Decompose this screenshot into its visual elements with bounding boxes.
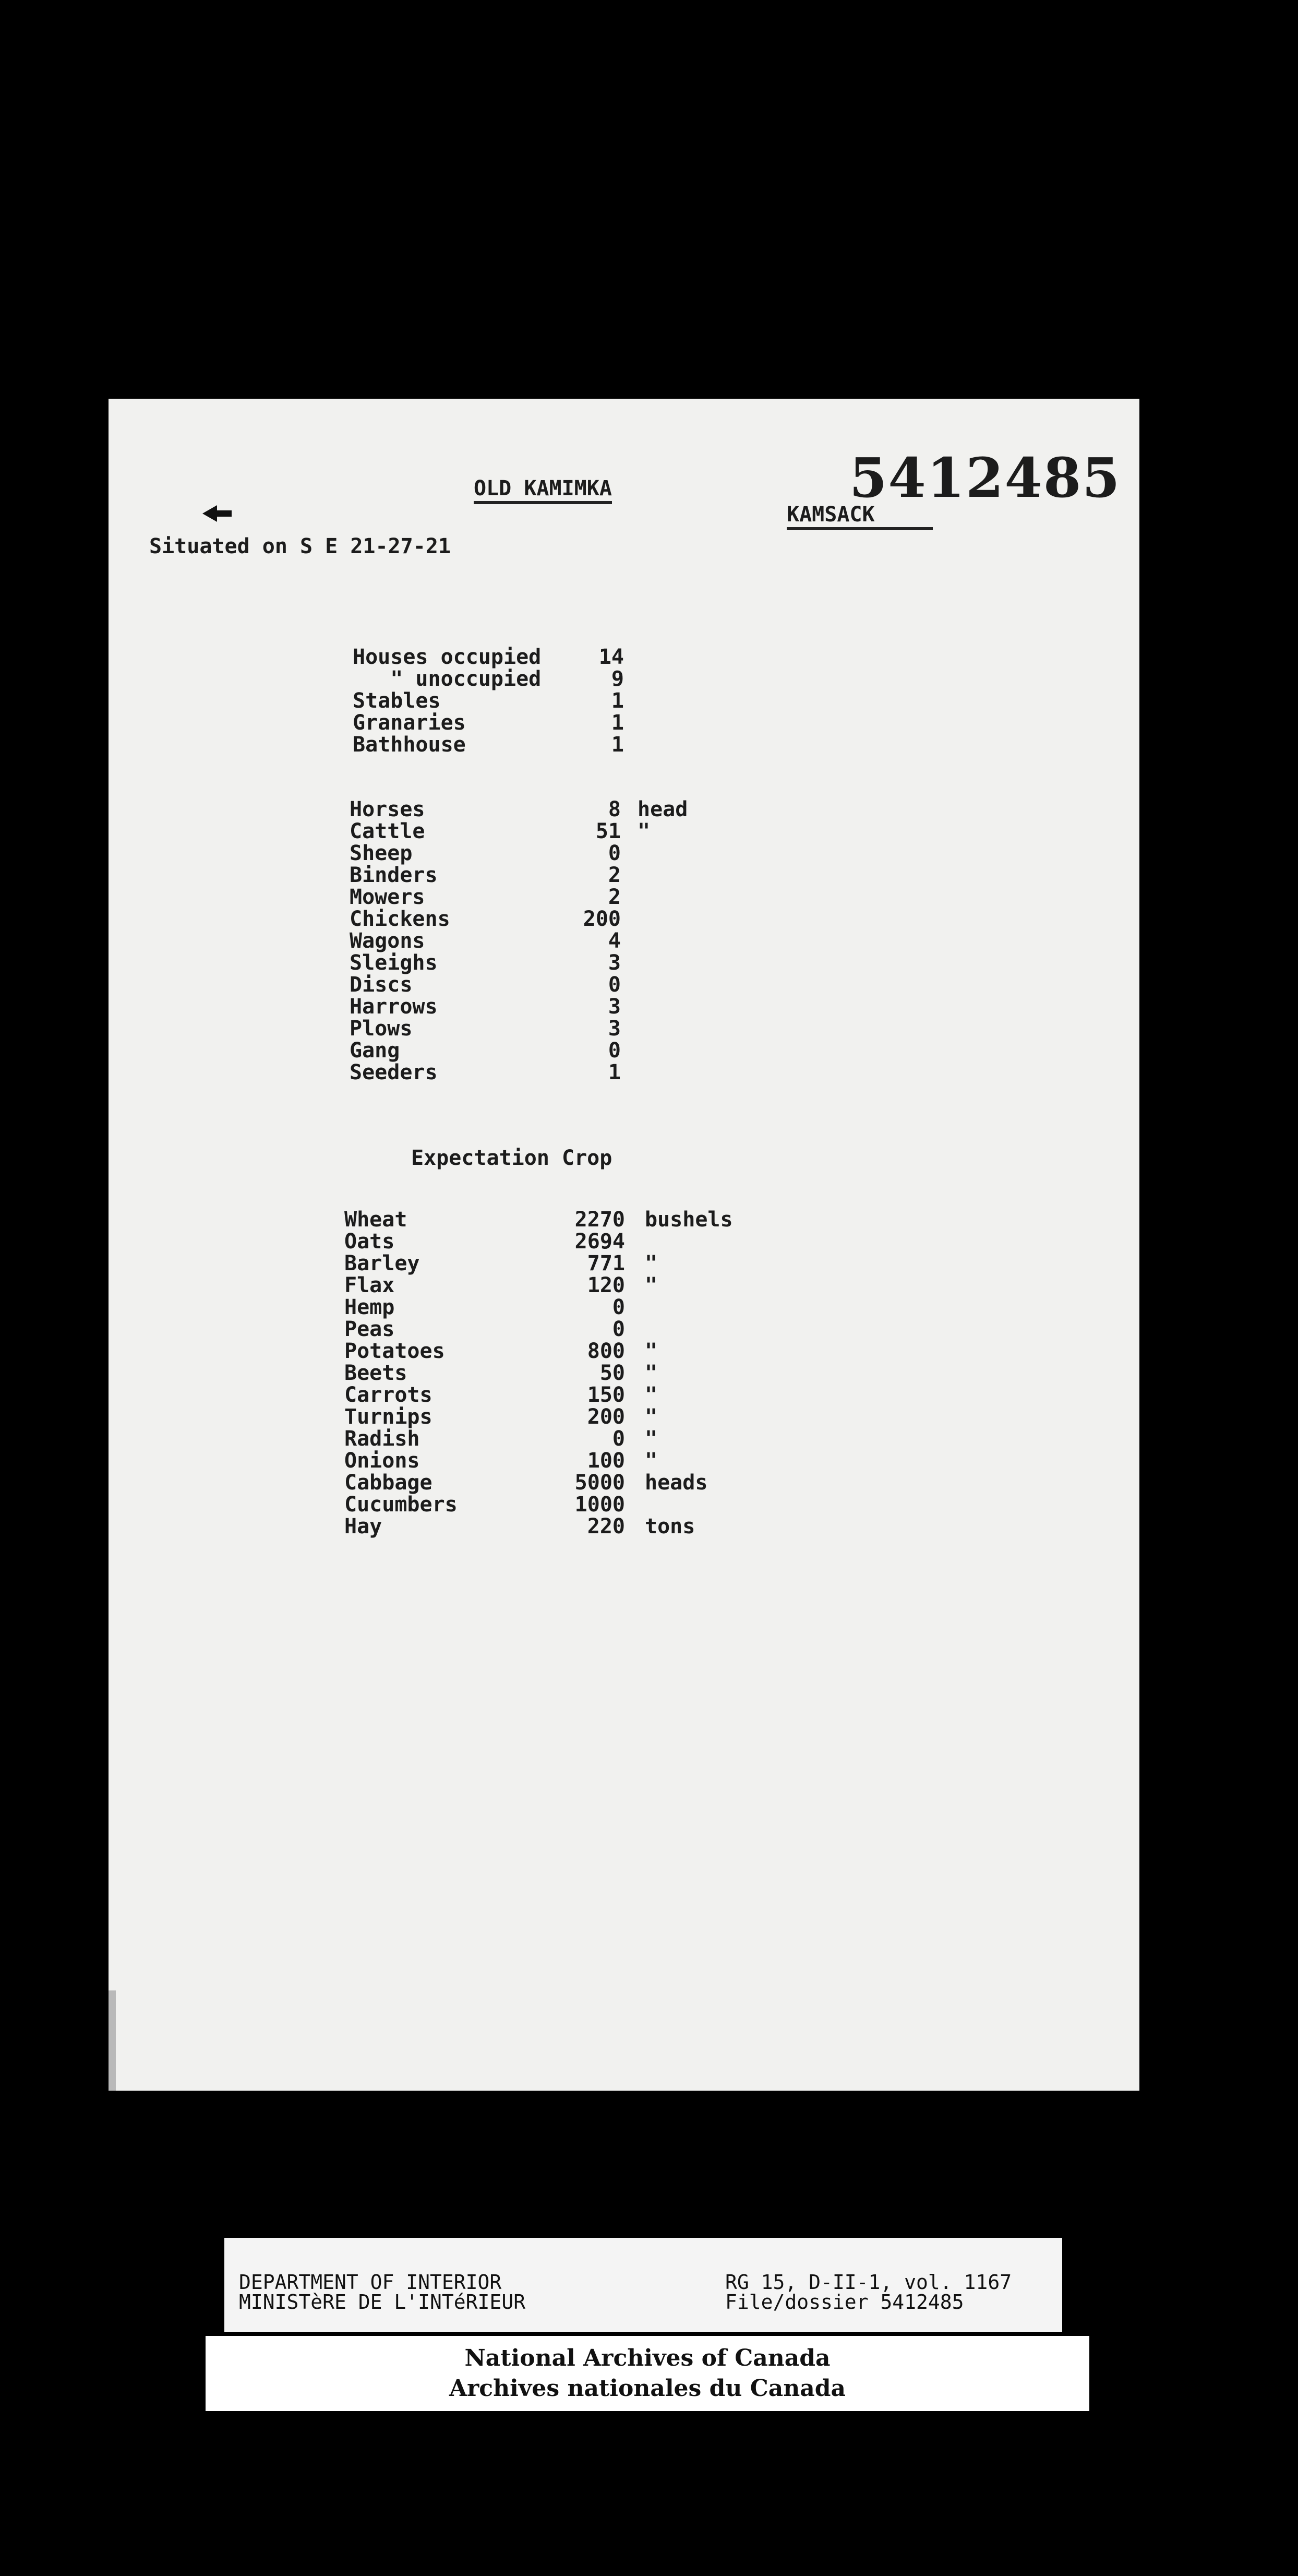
item-quantity: 9 <box>611 667 624 691</box>
item-quantity: 3 <box>608 995 621 1019</box>
archive-name-en: National Archives of Canada <box>464 2345 831 2371</box>
item-quantity: 8 <box>608 797 621 821</box>
item-label: Potatoes <box>344 1339 445 1363</box>
item-label: Wagons <box>350 929 425 953</box>
list-item <box>344 1295 866 1318</box>
item-quantity: 0 <box>612 1427 625 1451</box>
item-label: Cabbage <box>344 1471 432 1495</box>
item-quantity: 5000 <box>574 1471 625 1495</box>
item-label: Peas <box>344 1317 395 1341</box>
reference-line-2: File/dossier 5412485 <box>725 2291 964 2313</box>
item-quantity: 120 <box>587 1273 625 1297</box>
item-quantity: 3 <box>608 951 621 975</box>
list-item <box>350 995 871 1018</box>
archive-name-strip <box>206 2336 1089 2411</box>
item-quantity: 3 <box>608 1017 621 1041</box>
archive-reference-strip <box>224 2238 1062 2332</box>
item-quantity: 50 <box>599 1361 625 1385</box>
list-item <box>344 1449 866 1472</box>
list-item <box>353 645 874 668</box>
item-quantity: 800 <box>587 1339 625 1363</box>
item-quantity: 150 <box>587 1383 625 1407</box>
item-unit: " <box>645 1405 658 1429</box>
item-unit: " <box>645 1449 658 1473</box>
pointing-hand-icon <box>201 503 233 524</box>
item-label: Granaries <box>353 711 466 735</box>
item-unit: " <box>645 1383 658 1407</box>
item-label: Hemp <box>344 1295 395 1319</box>
file-number: 5412485 <box>849 446 1121 510</box>
list-item <box>344 1208 866 1231</box>
department-en: DEPARTMENT OF INTERIOR <box>239 2271 502 2294</box>
document-page <box>109 399 1139 2091</box>
item-label: Oats <box>344 1230 395 1254</box>
list-item <box>344 1471 866 1494</box>
item-unit: " <box>645 1273 658 1297</box>
item-quantity: 200 <box>587 1405 625 1429</box>
item-quantity: 220 <box>587 1514 625 1539</box>
list-item <box>353 733 874 756</box>
list-item <box>350 1060 871 1083</box>
item-label: Sleighs <box>350 951 438 975</box>
item-unit: heads <box>645 1471 708 1495</box>
item-quantity: 200 <box>583 907 621 931</box>
item-label: Stables <box>353 689 441 713</box>
item-quantity: 0 <box>608 1039 621 1063</box>
item-quantity: 1 <box>611 711 624 735</box>
item-label: Seeders <box>350 1060 438 1084</box>
item-label: Barley <box>344 1251 420 1275</box>
item-unit: " <box>645 1251 658 1275</box>
list-item <box>350 819 871 842</box>
list-item <box>350 951 871 974</box>
item-quantity: 1 <box>611 733 624 757</box>
list-item <box>353 689 874 712</box>
list-item <box>344 1493 866 1516</box>
item-label: Flax <box>344 1273 395 1297</box>
item-label: Carrots <box>344 1383 432 1407</box>
item-label: Plows <box>350 1017 413 1041</box>
item-quantity: 0 <box>608 841 621 865</box>
item-label: Radish <box>344 1427 420 1451</box>
item-quantity: 1000 <box>574 1493 625 1517</box>
list-item <box>344 1383 866 1406</box>
list-item <box>344 1427 866 1450</box>
item-label: Discs <box>350 973 413 997</box>
list-item <box>350 797 871 820</box>
list-item <box>350 973 871 996</box>
list-item <box>350 863 871 886</box>
list-item <box>344 1230 866 1253</box>
item-quantity: 0 <box>612 1317 625 1341</box>
item-quantity: 100 <box>587 1449 625 1473</box>
item-label: Binders <box>350 863 438 887</box>
list-item <box>350 929 871 952</box>
item-quantity: 2270 <box>574 1208 625 1232</box>
item-label: Chickens <box>350 907 450 931</box>
item-quantity: 2694 <box>574 1230 625 1254</box>
item-quantity: 771 <box>587 1251 625 1275</box>
item-label: Beets <box>344 1361 407 1385</box>
item-quantity: 51 <box>595 819 621 843</box>
reference-line-1: RG 15, D-II-1, vol. 1167 <box>725 2271 1012 2294</box>
list-item <box>344 1251 866 1274</box>
list-item <box>350 907 871 930</box>
item-label: Harrows <box>350 995 438 1019</box>
item-quantity: 14 <box>598 645 624 669</box>
place-name: OLD KAMIMKA <box>474 477 612 504</box>
item-quantity: 1 <box>611 689 624 713</box>
item-label: Hay <box>344 1514 382 1539</box>
item-quantity: 2 <box>608 885 621 909</box>
item-unit: " <box>638 819 651 843</box>
item-quantity: 2 <box>608 863 621 887</box>
item-quantity: 0 <box>612 1295 625 1319</box>
item-quantity: 4 <box>608 929 621 953</box>
list-item <box>353 667 874 690</box>
list-item <box>344 1273 866 1296</box>
item-unit: bushels <box>645 1208 733 1232</box>
item-label: Wheat <box>344 1208 407 1232</box>
item-label: Bathhouse <box>353 733 466 757</box>
list-item <box>344 1514 866 1537</box>
item-label: Gang <box>350 1039 400 1063</box>
list-item <box>350 885 871 908</box>
crop-heading: Expectation Crop <box>411 1146 612 1170</box>
list-item <box>344 1339 866 1362</box>
item-unit: " <box>645 1361 658 1385</box>
list-item <box>344 1317 866 1340</box>
department-fr: MINISTèRE DE L'INTéRIEUR <box>239 2291 526 2313</box>
item-label: Cattle <box>350 819 425 843</box>
list-item <box>344 1361 866 1384</box>
list-item <box>344 1405 866 1428</box>
item-unit: " <box>645 1427 658 1451</box>
item-label: Houses occupied <box>353 645 542 669</box>
item-unit: head <box>638 797 688 821</box>
item-label: Sheep <box>350 841 413 865</box>
list-item <box>350 1039 871 1062</box>
item-quantity: 1 <box>608 1060 621 1084</box>
item-label: Mowers <box>350 885 425 909</box>
item-label: Cucumbers <box>344 1493 458 1517</box>
district-name: KAMSACK <box>787 503 933 530</box>
list-item <box>350 841 871 864</box>
item-unit: tons <box>645 1514 695 1539</box>
archive-name-fr: Archives nationales du Canada <box>449 2375 846 2402</box>
item-label: Turnips <box>344 1405 432 1429</box>
situated-line: Situated on S E 21-27-21 <box>149 534 451 558</box>
list-item <box>353 711 874 734</box>
item-label: Onions <box>344 1449 420 1473</box>
list-item <box>350 1017 871 1040</box>
item-quantity: 0 <box>608 973 621 997</box>
item-unit: " <box>645 1339 658 1363</box>
page-edge-shadow <box>109 1990 116 2091</box>
item-label: " unoccupied <box>353 667 542 691</box>
item-label: Horses <box>350 797 425 821</box>
